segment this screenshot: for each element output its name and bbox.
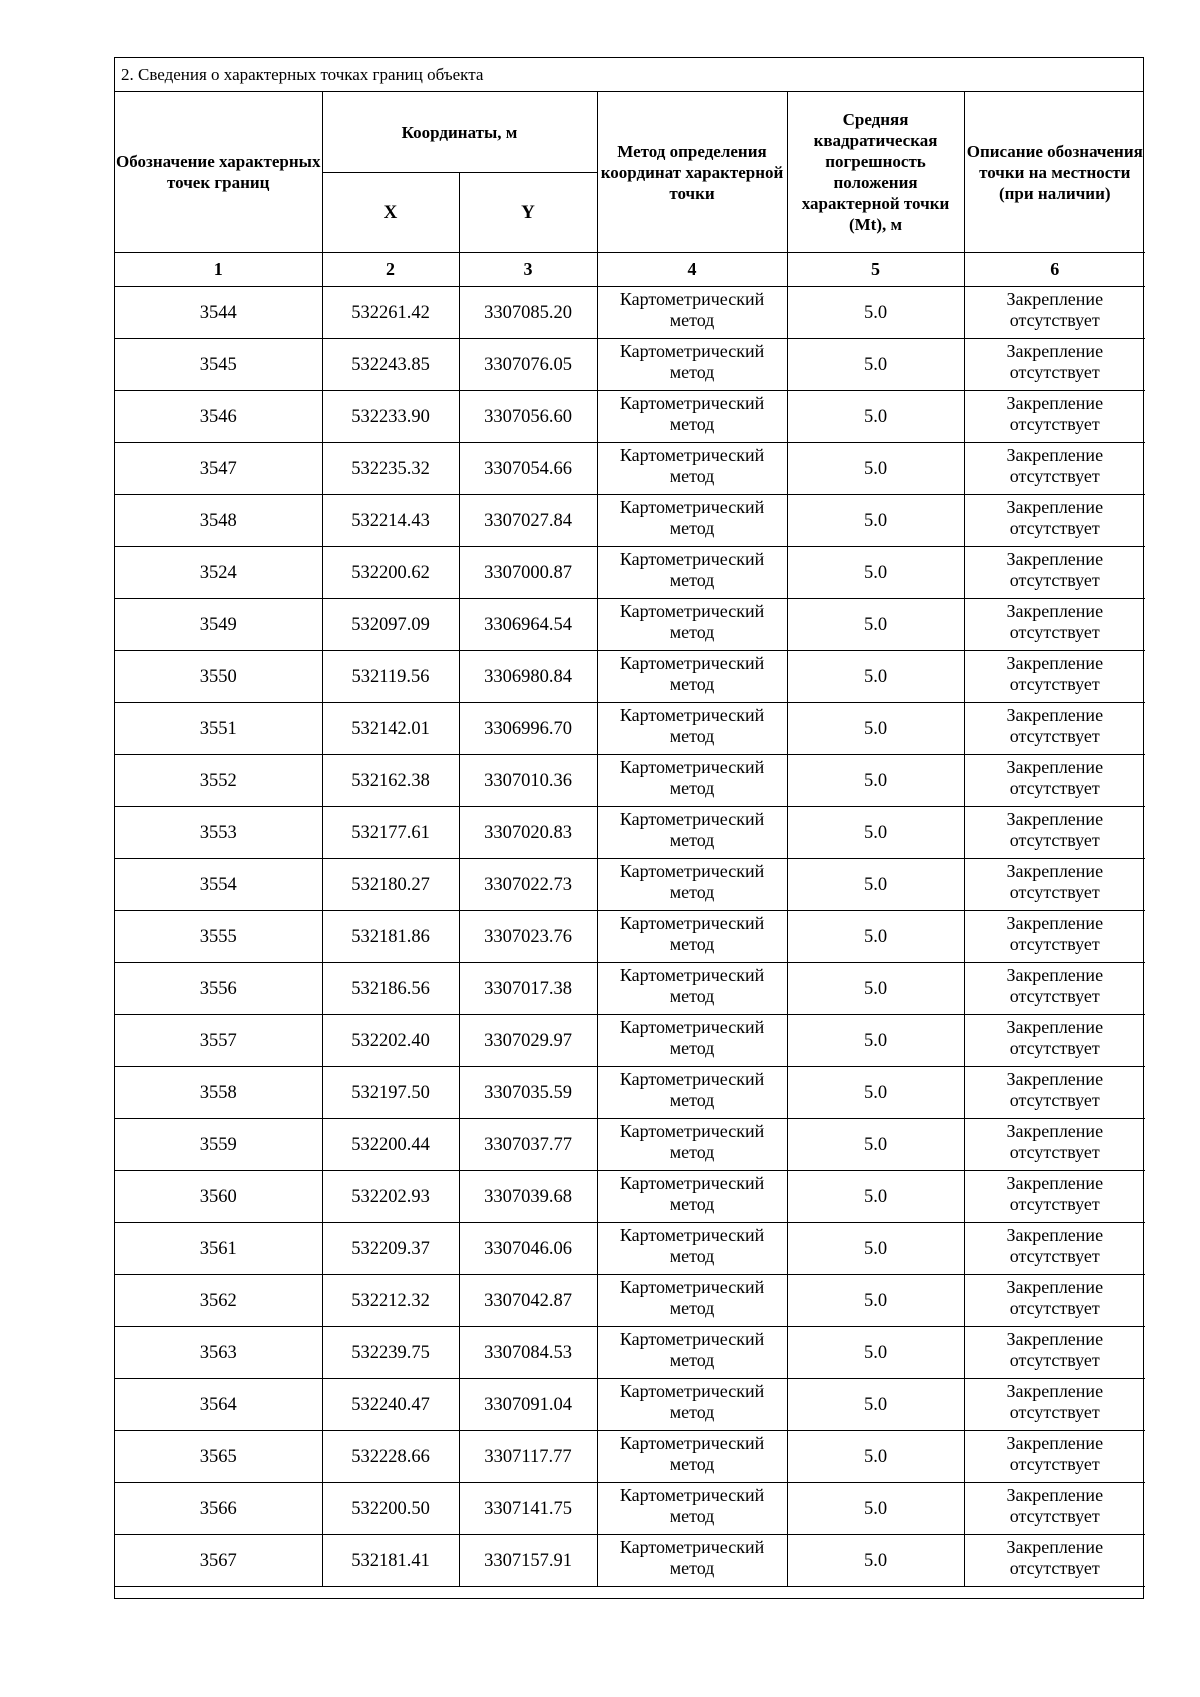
point-id-cell: 3551 bbox=[115, 703, 322, 755]
description-text: Закрепление bbox=[1006, 601, 1104, 621]
coordinate-y-cell: 3307029.97 bbox=[459, 1015, 597, 1067]
description-text: Закрепление bbox=[1006, 1173, 1104, 1193]
header-point-designation: Обозначение характерных точек границ bbox=[115, 92, 322, 253]
mean-square-error-cell: 5.0 bbox=[787, 1015, 964, 1067]
method-cell bbox=[597, 755, 787, 807]
coordinate-y-cell: 3307020.83 bbox=[459, 807, 597, 859]
method-text: Картометрический bbox=[619, 705, 765, 725]
coordinate-x-cell: 532233.90 bbox=[322, 391, 459, 443]
coordinate-y-cell: 3306980.84 bbox=[459, 651, 597, 703]
description-text: отсутствует bbox=[1009, 466, 1100, 486]
method-cell bbox=[597, 443, 787, 495]
coordinate-x-cell: 532200.50 bbox=[322, 1483, 459, 1535]
method-cell bbox=[597, 1171, 787, 1223]
method-cell bbox=[597, 651, 787, 703]
method-text: метод bbox=[669, 622, 715, 642]
mean-square-error-cell: 5.0 bbox=[787, 911, 964, 963]
column-number: 6 bbox=[964, 253, 1145, 287]
mean-square-error-cell: 5.0 bbox=[787, 495, 964, 547]
mean-square-error-cell: 5.0 bbox=[787, 1431, 964, 1483]
method-cell bbox=[597, 391, 787, 443]
method-cell bbox=[597, 599, 787, 651]
method-text: метод bbox=[669, 1194, 715, 1214]
method-text: метод bbox=[669, 1038, 715, 1058]
mean-square-error-cell: 5.0 bbox=[787, 859, 964, 911]
method-text: Картометрический bbox=[619, 965, 765, 985]
description-text: Закрепление bbox=[1006, 1277, 1104, 1297]
description-text: Закрепление bbox=[1006, 1069, 1104, 1089]
description-text: Закрепление bbox=[1006, 393, 1104, 413]
table-row bbox=[115, 807, 1145, 859]
description-text: Закрепление bbox=[1006, 497, 1104, 517]
point-id-cell: 3549 bbox=[115, 599, 322, 651]
point-id-cell: 3553 bbox=[115, 807, 322, 859]
method-text: метод bbox=[669, 310, 715, 330]
description-text: Закрепление bbox=[1006, 289, 1104, 309]
table-row bbox=[115, 443, 1145, 495]
method-text: Картометрический bbox=[619, 1017, 765, 1037]
description-text: отсутствует bbox=[1009, 1194, 1100, 1214]
method-cell bbox=[597, 703, 787, 755]
coordinate-y-cell: 3307054.66 bbox=[459, 443, 597, 495]
method-text: Картометрический bbox=[619, 289, 765, 309]
coordinate-x-cell: 532239.75 bbox=[322, 1327, 459, 1379]
description-cell bbox=[964, 651, 1145, 703]
description-text: Закрепление bbox=[1006, 757, 1104, 777]
method-text: Картометрический bbox=[619, 445, 765, 465]
method-text: Картометрический bbox=[619, 1121, 765, 1141]
table-footer-empty-row bbox=[115, 1587, 1145, 1624]
description-text: отсутствует bbox=[1009, 882, 1100, 902]
method-text: Картометрический bbox=[619, 1225, 765, 1245]
method-cell bbox=[597, 287, 787, 339]
coordinate-y-cell: 3307056.60 bbox=[459, 391, 597, 443]
coordinate-x-cell: 532181.41 bbox=[322, 1535, 459, 1587]
method-text: метод bbox=[669, 882, 715, 902]
coordinate-y-cell: 3307117.77 bbox=[459, 1431, 597, 1483]
mean-square-error-cell: 5.0 bbox=[787, 1379, 964, 1431]
point-id-cell: 3559 bbox=[115, 1119, 322, 1171]
coordinate-x-cell: 532200.62 bbox=[322, 547, 459, 599]
method-cell bbox=[597, 1327, 787, 1379]
coordinate-y-cell: 3306964.54 bbox=[459, 599, 597, 651]
description-text: отсутствует bbox=[1009, 310, 1100, 330]
point-id-cell: 3556 bbox=[115, 963, 322, 1015]
point-id-cell: 3547 bbox=[115, 443, 322, 495]
table-row bbox=[115, 1483, 1145, 1535]
method-text: метод bbox=[669, 1298, 715, 1318]
description-text: Закрепление bbox=[1006, 341, 1104, 361]
point-id-cell: 3562 bbox=[115, 1275, 322, 1327]
method-cell bbox=[597, 1015, 787, 1067]
mean-square-error-cell: 5.0 bbox=[787, 1223, 964, 1275]
description-cell bbox=[964, 703, 1145, 755]
table-row bbox=[115, 1223, 1145, 1275]
method-text: метод bbox=[669, 1246, 715, 1266]
method-text: метод bbox=[669, 1090, 715, 1110]
coordinate-x-cell: 532200.44 bbox=[322, 1119, 459, 1171]
description-text: отсутствует bbox=[1009, 1454, 1100, 1474]
description-text: Закрепление bbox=[1006, 705, 1104, 725]
mean-square-error-cell: 5.0 bbox=[787, 963, 964, 1015]
header-description: Описание обозначения точки на местности (при наличии) bbox=[964, 92, 1145, 253]
method-text: Картометрический bbox=[619, 757, 765, 777]
description-text: Закрепление bbox=[1006, 445, 1104, 465]
mean-square-error-cell: 5.0 bbox=[787, 1483, 964, 1535]
description-text: Закрепление bbox=[1006, 549, 1104, 569]
header-y: Y bbox=[459, 173, 597, 253]
point-id-cell: 3557 bbox=[115, 1015, 322, 1067]
point-id-cell: 3563 bbox=[115, 1327, 322, 1379]
method-text: метод bbox=[669, 414, 715, 434]
coordinate-y-cell: 3307023.76 bbox=[459, 911, 597, 963]
point-id-cell: 3566 bbox=[115, 1483, 322, 1535]
description-text: Закрепление bbox=[1006, 1121, 1104, 1141]
point-id-cell: 3548 bbox=[115, 495, 322, 547]
mean-square-error-cell: 5.0 bbox=[787, 287, 964, 339]
method-text: Картометрический bbox=[619, 1329, 765, 1349]
header-x: X bbox=[322, 173, 459, 253]
method-text: метод bbox=[669, 466, 715, 486]
mean-square-error-cell: 5.0 bbox=[787, 339, 964, 391]
method-cell bbox=[597, 1535, 787, 1587]
description-cell bbox=[964, 911, 1145, 963]
description-text: отсутствует bbox=[1009, 1038, 1100, 1058]
description-cell bbox=[964, 391, 1145, 443]
table-row bbox=[115, 287, 1145, 339]
description-cell bbox=[964, 287, 1145, 339]
description-text: Закрепление bbox=[1006, 1537, 1104, 1557]
coordinate-x-cell: 532228.66 bbox=[322, 1431, 459, 1483]
coordinate-y-cell: 3307010.36 bbox=[459, 755, 597, 807]
coordinate-x-cell: 532261.42 bbox=[322, 287, 459, 339]
method-cell bbox=[597, 807, 787, 859]
description-text: отсутствует bbox=[1009, 1298, 1100, 1318]
method-text: метод bbox=[669, 1558, 715, 1578]
mean-square-error-cell: 5.0 bbox=[787, 599, 964, 651]
method-cell bbox=[597, 1379, 787, 1431]
table-row bbox=[115, 1119, 1145, 1171]
header-coordinates: Координаты, м bbox=[322, 92, 597, 173]
coordinate-x-cell: 532240.47 bbox=[322, 1379, 459, 1431]
method-cell bbox=[597, 1119, 787, 1171]
description-cell bbox=[964, 1119, 1145, 1171]
coordinate-x-cell: 532214.43 bbox=[322, 495, 459, 547]
description-text: отсутствует bbox=[1009, 518, 1100, 538]
table-row bbox=[115, 755, 1145, 807]
method-text: Картометрический bbox=[619, 601, 765, 621]
point-id-cell: 3567 bbox=[115, 1535, 322, 1587]
description-text: Закрепление bbox=[1006, 809, 1104, 829]
mean-square-error-cell: 5.0 bbox=[787, 703, 964, 755]
header-method: Метод определения координат характерной точки bbox=[597, 92, 787, 253]
method-text: метод bbox=[669, 362, 715, 382]
point-id-cell: 3544 bbox=[115, 287, 322, 339]
header-mean-square-error: Средняя квадратическая погрешность положения характерной точки (Mt), м bbox=[787, 92, 964, 253]
method-text: Картометрический bbox=[619, 1381, 765, 1401]
method-text: Картометрический bbox=[619, 1485, 765, 1505]
method-text: метод bbox=[669, 1402, 715, 1422]
mean-square-error-cell: 5.0 bbox=[787, 1067, 964, 1119]
description-text: отсутствует bbox=[1009, 362, 1100, 382]
coordinate-y-cell: 3307141.75 bbox=[459, 1483, 597, 1535]
table-row bbox=[115, 547, 1145, 599]
column-number: 1 bbox=[115, 253, 322, 287]
description-cell bbox=[964, 1171, 1145, 1223]
coordinate-x-cell: 532186.56 bbox=[322, 963, 459, 1015]
description-text: отсутствует bbox=[1009, 1350, 1100, 1370]
coordinate-y-cell: 3307084.53 bbox=[459, 1327, 597, 1379]
coordinate-y-cell: 3307017.38 bbox=[459, 963, 597, 1015]
table-row bbox=[115, 1171, 1145, 1223]
coordinate-x-cell: 532209.37 bbox=[322, 1223, 459, 1275]
method-text: Картометрический bbox=[619, 549, 765, 569]
description-text: отсутствует bbox=[1009, 1506, 1100, 1526]
description-text: отсутствует bbox=[1009, 986, 1100, 1006]
table-row bbox=[115, 339, 1145, 391]
mean-square-error-cell: 5.0 bbox=[787, 807, 964, 859]
description-cell bbox=[964, 1223, 1145, 1275]
mean-square-error-cell: 5.0 bbox=[787, 1275, 964, 1327]
description-cell bbox=[964, 807, 1145, 859]
mean-square-error-cell: 5.0 bbox=[787, 1535, 964, 1587]
section-title: 2. Сведения о характерных точках границ объекта bbox=[115, 58, 1143, 92]
table-row bbox=[115, 1015, 1145, 1067]
description-cell bbox=[964, 599, 1145, 651]
method-cell bbox=[597, 911, 787, 963]
coordinate-x-cell: 532162.38 bbox=[322, 755, 459, 807]
method-cell bbox=[597, 859, 787, 911]
method-text: Картометрический bbox=[619, 913, 765, 933]
method-text: метод bbox=[669, 934, 715, 954]
coordinate-y-cell: 3307076.05 bbox=[459, 339, 597, 391]
description-text: отсутствует bbox=[1009, 1558, 1100, 1578]
method-text: Картометрический bbox=[619, 341, 765, 361]
mean-square-error-cell: 5.0 bbox=[787, 391, 964, 443]
method-cell bbox=[597, 547, 787, 599]
coordinate-x-cell: 532181.86 bbox=[322, 911, 459, 963]
description-cell bbox=[964, 1015, 1145, 1067]
description-cell bbox=[964, 1379, 1145, 1431]
coordinate-x-cell: 532119.56 bbox=[322, 651, 459, 703]
description-text: отсутствует bbox=[1009, 674, 1100, 694]
table-row bbox=[115, 963, 1145, 1015]
coordinate-x-cell: 532212.32 bbox=[322, 1275, 459, 1327]
table-body bbox=[115, 287, 1145, 1587]
method-text: метод bbox=[669, 778, 715, 798]
description-cell bbox=[964, 1483, 1145, 1535]
coordinate-y-cell: 3307042.87 bbox=[459, 1275, 597, 1327]
description-text: отсутствует bbox=[1009, 778, 1100, 798]
description-text: отсутствует bbox=[1009, 1246, 1100, 1266]
mean-square-error-cell: 5.0 bbox=[787, 651, 964, 703]
description-text: отсутствует bbox=[1009, 570, 1100, 590]
method-text: Картометрический bbox=[619, 1537, 765, 1557]
description-text: отсутствует bbox=[1009, 726, 1100, 746]
coordinate-y-cell: 3307000.87 bbox=[459, 547, 597, 599]
method-text: метод bbox=[669, 570, 715, 590]
method-cell bbox=[597, 495, 787, 547]
point-id-cell: 3564 bbox=[115, 1379, 322, 1431]
method-text: метод bbox=[669, 1142, 715, 1162]
document-page bbox=[114, 57, 1144, 1599]
coordinate-x-cell: 532202.93 bbox=[322, 1171, 459, 1223]
description-cell bbox=[964, 495, 1145, 547]
method-cell bbox=[597, 963, 787, 1015]
method-text: метод bbox=[669, 986, 715, 1006]
table-row bbox=[115, 911, 1145, 963]
method-cell bbox=[597, 1067, 787, 1119]
table-row bbox=[115, 1067, 1145, 1119]
point-id-cell: 3552 bbox=[115, 755, 322, 807]
method-text: метод bbox=[669, 830, 715, 850]
coordinate-y-cell: 3306996.70 bbox=[459, 703, 597, 755]
description-cell bbox=[964, 963, 1145, 1015]
coordinate-y-cell: 3307157.91 bbox=[459, 1535, 597, 1587]
table-row bbox=[115, 1379, 1145, 1431]
method-text: Картометрический bbox=[619, 1173, 765, 1193]
description-text: отсутствует bbox=[1009, 414, 1100, 434]
table-row bbox=[115, 859, 1145, 911]
point-id-cell: 3554 bbox=[115, 859, 322, 911]
method-text: Картометрический bbox=[619, 1277, 765, 1297]
method-text: Картометрический bbox=[619, 393, 765, 413]
table-row bbox=[115, 391, 1145, 443]
mean-square-error-cell: 5.0 bbox=[787, 443, 964, 495]
description-text: отсутствует bbox=[1009, 830, 1100, 850]
mean-square-error-cell: 5.0 bbox=[787, 1327, 964, 1379]
column-number: 2 bbox=[322, 253, 459, 287]
coordinate-y-cell: 3307085.20 bbox=[459, 287, 597, 339]
method-cell bbox=[597, 1275, 787, 1327]
description-cell bbox=[964, 1535, 1145, 1587]
description-text: отсутствует bbox=[1009, 622, 1100, 642]
column-number: 4 bbox=[597, 253, 787, 287]
method-cell bbox=[597, 1431, 787, 1483]
description-text: Закрепление bbox=[1006, 653, 1104, 673]
point-id-cell: 3555 bbox=[115, 911, 322, 963]
coordinate-x-cell: 532142.01 bbox=[322, 703, 459, 755]
coordinate-y-cell: 3307037.77 bbox=[459, 1119, 597, 1171]
description-cell bbox=[964, 443, 1145, 495]
point-id-cell: 3550 bbox=[115, 651, 322, 703]
coordinate-y-cell: 3307091.04 bbox=[459, 1379, 597, 1431]
coordinate-x-cell: 532202.40 bbox=[322, 1015, 459, 1067]
coordinate-y-cell: 3307027.84 bbox=[459, 495, 597, 547]
coordinate-x-cell: 532197.50 bbox=[322, 1067, 459, 1119]
point-id-cell: 3560 bbox=[115, 1171, 322, 1223]
coordinate-y-cell: 3307046.06 bbox=[459, 1223, 597, 1275]
table-row bbox=[115, 1431, 1145, 1483]
boundary-points-table bbox=[115, 92, 1145, 1623]
description-text: Закрепление bbox=[1006, 1433, 1104, 1453]
coordinate-x-cell: 532243.85 bbox=[322, 339, 459, 391]
description-cell bbox=[964, 339, 1145, 391]
table-row bbox=[115, 495, 1145, 547]
method-text: Картометрический bbox=[619, 1069, 765, 1089]
point-id-cell: 3545 bbox=[115, 339, 322, 391]
coordinate-x-cell: 532177.61 bbox=[322, 807, 459, 859]
description-text: Закрепление bbox=[1006, 1017, 1104, 1037]
description-cell bbox=[964, 755, 1145, 807]
coordinate-y-cell: 3307022.73 bbox=[459, 859, 597, 911]
description-cell bbox=[964, 1275, 1145, 1327]
description-text: отсутствует bbox=[1009, 1090, 1100, 1110]
coordinate-y-cell: 3307035.59 bbox=[459, 1067, 597, 1119]
column-number: 5 bbox=[787, 253, 964, 287]
description-cell bbox=[964, 1327, 1145, 1379]
description-text: Закрепление bbox=[1006, 965, 1104, 985]
table-row bbox=[115, 1275, 1145, 1327]
description-text: Закрепление bbox=[1006, 1381, 1104, 1401]
method-text: метод bbox=[669, 1350, 715, 1370]
method-text: метод bbox=[669, 1506, 715, 1526]
method-text: Картометрический bbox=[619, 861, 765, 881]
column-number: 3 bbox=[459, 253, 597, 287]
point-id-cell: 3546 bbox=[115, 391, 322, 443]
description-text: Закрепление bbox=[1006, 1225, 1104, 1245]
method-cell bbox=[597, 339, 787, 391]
point-id-cell: 3558 bbox=[115, 1067, 322, 1119]
table-row bbox=[115, 651, 1145, 703]
description-text: отсутствует bbox=[1009, 1142, 1100, 1162]
point-id-cell: 3565 bbox=[115, 1431, 322, 1483]
description-text: отсутствует bbox=[1009, 1402, 1100, 1422]
method-text: метод bbox=[669, 1454, 715, 1474]
method-cell bbox=[597, 1483, 787, 1535]
coordinate-x-cell: 532235.32 bbox=[322, 443, 459, 495]
method-text: Картометрический bbox=[619, 1433, 765, 1453]
method-text: метод bbox=[669, 518, 715, 538]
description-cell bbox=[964, 1431, 1145, 1483]
description-text: Закрепление bbox=[1006, 1329, 1104, 1349]
mean-square-error-cell: 5.0 bbox=[787, 1171, 964, 1223]
mean-square-error-cell: 5.0 bbox=[787, 547, 964, 599]
description-cell bbox=[964, 859, 1145, 911]
description-text: Закрепление bbox=[1006, 1485, 1104, 1505]
method-cell bbox=[597, 1223, 787, 1275]
mean-square-error-cell: 5.0 bbox=[787, 1119, 964, 1171]
description-text: Закрепление bbox=[1006, 913, 1104, 933]
method-text: Картометрический bbox=[619, 809, 765, 829]
coordinate-y-cell: 3307039.68 bbox=[459, 1171, 597, 1223]
coordinate-x-cell: 532097.09 bbox=[322, 599, 459, 651]
description-cell bbox=[964, 1067, 1145, 1119]
table-row bbox=[115, 1535, 1145, 1587]
description-text: отсутствует bbox=[1009, 934, 1100, 954]
mean-square-error-cell: 5.0 bbox=[787, 755, 964, 807]
description-cell bbox=[964, 547, 1145, 599]
method-text: метод bbox=[669, 674, 715, 694]
coordinate-x-cell: 532180.27 bbox=[322, 859, 459, 911]
method-text: Картометрический bbox=[619, 653, 765, 673]
table-row bbox=[115, 703, 1145, 755]
table-row bbox=[115, 1327, 1145, 1379]
description-text: Закрепление bbox=[1006, 861, 1104, 881]
method-text: метод bbox=[669, 726, 715, 746]
point-id-cell: 3524 bbox=[115, 547, 322, 599]
method-text: Картометрический bbox=[619, 497, 765, 517]
point-id-cell: 3561 bbox=[115, 1223, 322, 1275]
table-row bbox=[115, 599, 1145, 651]
